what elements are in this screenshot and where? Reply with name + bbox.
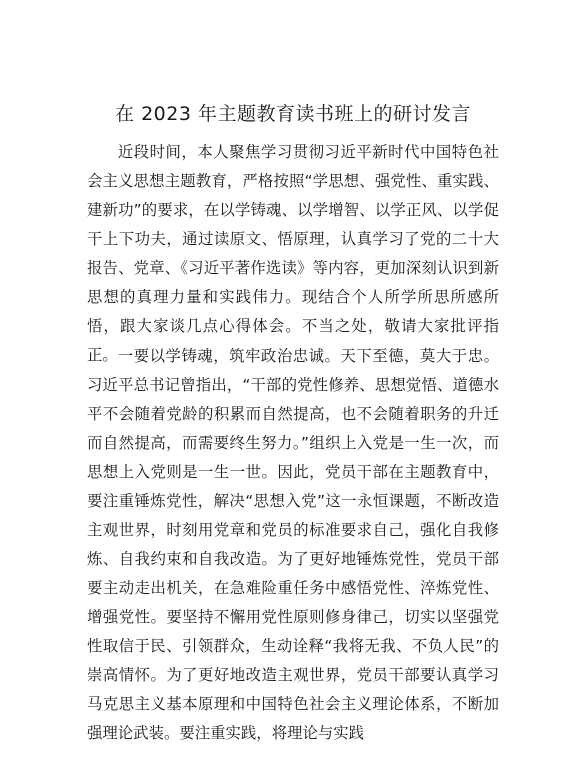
intro-paragraph: 近段时间，本人聚焦学习贯彻习近平新时代中国特色社会主义思想主题教育，严格按照“学思想、强党性、重实践、建新功”的要求，在以学铸魂、以学增智、以学正风、以学促干上下功夫，通过读原文、悟原理，认真学习了党的二十大报告、党章、《习近平著作选读》等内容，更加深刻认识到新思想的真理力量和实践伟力。现结合个人所学所思所感所悟，跟大家谈几点心得体会。不当之处，敬请大家批评指正。 (87, 143, 499, 364)
point-one-paragraph: 一要以学铸魂，筑牢政治忠诚。天下至德，莫大于忠。习近平总书记曾指出，“干部的党性修养、思想觉悟、道德水平不会随着党龄的积累而自然提高，也不会随着职务的升迁而自然提高，而需要终生努力。”组织上入党是一生一次，而思想上入党则是一生一世。因此，党员干部在主题教育中，要注重锤炼党性，解决“思想入党”这一永恒课题，不断改造主观世界，时刻用党章和党员的标准要求自己，强化自我修炼、自我约束和自我改造。为了更好地锤炼党性，党员干部要主动走出机关，在急难险重任务中感悟党性、淬炼党性、增强党性。要坚持不懈用党性原则修身律己，切实以坚强党性取信于民、引领群众，生动诠释“我将无我、不负人民”的崇高情怀。为了更好地改造主观世界，党员干部要认真学习马克思主义基本原理和中国特色社会主义理论体系，不断加强理论武装。要注重实践，将理论与实践 (87, 347, 499, 742)
document-title: 在 2023 年主题教育读书班上的研讨发言 (115, 103, 471, 125)
